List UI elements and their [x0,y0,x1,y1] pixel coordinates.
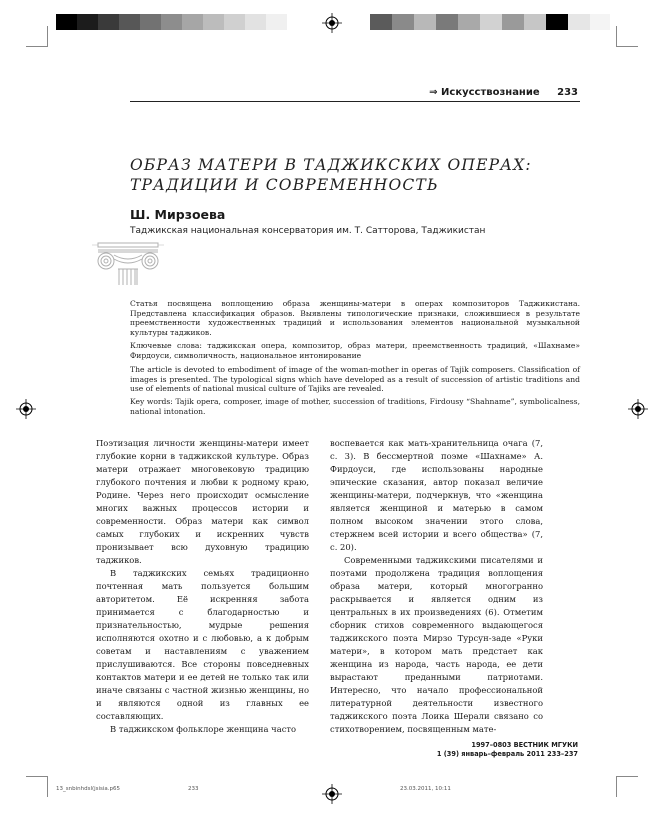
ionic-column-capital-icon [92,239,164,287]
crop-mark [26,776,48,777]
slug-datetime: 23.03.2011, 10:11 [400,786,451,792]
header-rule [130,101,580,102]
crop-mark [616,26,617,46]
abstract-ru: Статья посвящена воплощению образа женщины-матери в операх композиторов Таджикистана. Представлена классификация образов. Выявлены типологические признаки, сложившиеся в результате преемственности художественных традиций и использования элементов национальной музыкальной культуры таджиков. [130,299,580,337]
color-bar-left [56,14,316,30]
keywords-ru: Ключевые слова: таджикская опера, композитор, образ матери, преемственность традиций, «Шахнаме» Фирдоуси, символичность, национальное интонирование [130,341,580,360]
abstract-en: The article is devoted to embodiment of image of the woman-mother in operas of Tajik composers. Classification of images is presented. The typological signs which have developed as a result of succession of artistic traditions and use of elements of national musical culture of Tajiks are revealed. [130,365,580,394]
body-column-left [96,437,309,736]
paragraph: Современными таджикскими писателями и поэтами продолжена традиция воплощения образа матери, который многогранно раскрывается и является одним из центральных в их произведениях (6). Отметим сборник стихов современного выдающегося таджикского поэта Мирзо Турсун-заде «Руки матери», в котором мать предстает как женщина из народа, часть народа, ее дети вырастают преданными патриотами. Интересно, что начало профессиональной литературной деятельности известного таджикского поэта Лоика Шерали связано со стихотворением, посвященным мате- [330,555,543,734]
author-affiliation: Таджикская национальная консерватория им. Т. Сатторова, Таджикистан [130,226,486,236]
registration-target-icon [628,399,648,419]
crop-mark [47,26,48,46]
registration-target-icon [322,784,342,804]
title-line-2: ТРАДИЦИИ И СОВРЕМЕННОСТЬ [130,176,439,194]
author-name: Ш. Мирзоева [130,207,226,222]
crop-mark [616,777,617,797]
paragraph: В таджикском фольклоре женщина часто [110,724,297,734]
paragraph: воспевается как мать-хранительница очага (7, с. 3). В бессмертной поэме «Шахнаме» А. Фирдоуси, где использованы народные эпические сказания, автор показал величие женщины-матери, подчеркнув, что «женщина является женщиной и матерью в самом полном высоком значении этого слова, стержнем всей истории и всего общества» (7, с. 20). [330,438,543,552]
slug-page: 233 [188,786,199,792]
paragraph: Поэтизация личности женщины-матери имеет глубокие корни в таджикской культуре. Образ матери отражает многовековую традицию глубокого почтения и любви к родному краю, Родине. Через него происходит осмысление многих важных процессов истории и современности. Образ матери как символ самых глубоких и искренних чувств пронизывает всю духовную традицию таджиков. [96,438,309,565]
title-line-1: ОБРАЗ МАТЕРИ В ТАДЖИКСКИХ ОПЕРАХ: [130,156,532,174]
article-title [130,155,590,195]
keywords-en: Key words: Tajik opera, composer, image of mother, succession of traditions, Firdousy “Shahname”, symbolicalness, national intonation. [130,397,580,416]
section-name: ⇒ Искусствознание [429,87,540,98]
registration-target-icon [16,399,36,419]
paragraph: В таджикских семьях традиционно почтенная мать пользуется большим авторитетом. Её искренняя забота принимается с благодарностью и признательностью, мудрые решения исполняются охотно и с любовью, а к добрым советам и наставлениям с уважением прислушиваются. Все стороны повседневных контактов матери и ее детей не только так или иначе связаны с частной жизнью женщины, но и являются одной из главных ее составляющих. [96,568,309,721]
journal-footer-line-2: 1 (39) январь–февраль 2011 233–237 [436,750,578,758]
crop-mark [26,46,48,47]
page-number: 233 [557,87,578,98]
crop-mark [616,46,638,47]
registration-target-icon [322,13,342,33]
body-column-right [330,437,543,736]
journal-footer-line-1: 1997–0803 ВЕСТНИК МГУКИ [471,741,578,749]
running-header [429,87,578,98]
crop-mark [47,777,48,797]
color-bar-right [348,14,610,30]
crop-mark [616,776,638,777]
slug-filename: 13_snbinhdsl(jsisia.p65 [56,786,121,792]
